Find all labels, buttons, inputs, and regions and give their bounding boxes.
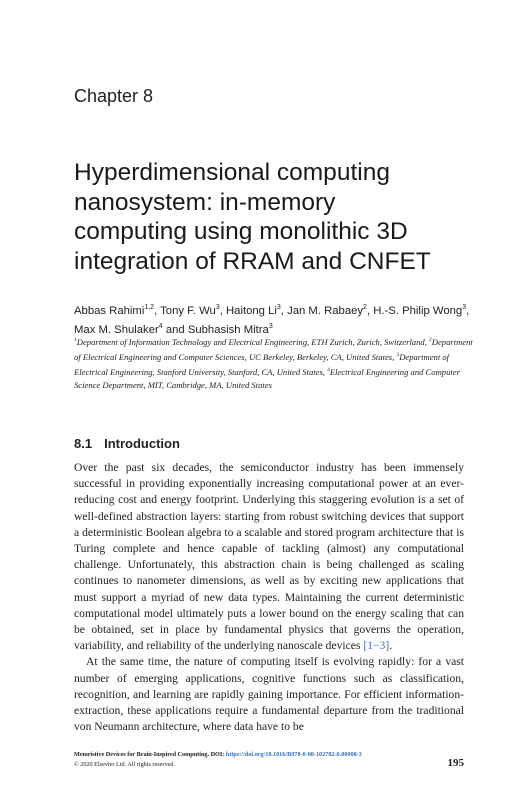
affiliation-number: 3 [396, 352, 400, 359]
author-name: Haitong Li [226, 304, 277, 317]
affiliation-number: 1 [74, 337, 77, 343]
author-list: Abbas Rahimi$^{1,2}$, Tony F. Wu$^3$, Haitong Li$^3$, Jan M. Rabaey$^2$, H.-S. Philip Wong$^3$, Max M. Shulaker$^4$ and Subhasish Mitra$^3$ [74, 304, 470, 336]
paragraph-text: At the same time, the nature of computing itself is evolving rapidly: for a vast number of emerging applications, cognitive functions such as classification, recognition, and learning are rapidly gaining importance. For efficient information-extraction, these applications require a fundamental departure from the traditional von Neumann architecture, where data have to be [74, 655, 464, 734]
source-title: Memristive Devices for Brain-Inspired Computing. [74, 751, 210, 758]
section-number: 8.1 [74, 436, 93, 451]
section-title: Introduction [104, 436, 180, 451]
author-affiliation-mark: 2 [363, 304, 367, 311]
affiliation-number: 4 [327, 367, 330, 374]
doi-link[interactable]: https://doi.org/10.1016/B978-0-08-102782-0.00008-3 [225, 751, 362, 758]
author-affiliation-mark: 1,2 [144, 304, 155, 311]
author-name: H.-S. Philip Wong [373, 304, 463, 317]
title-line: computing using monolithic 3D [74, 218, 408, 245]
affiliation-text: Electrical Engineering and Computer Science Department, MIT, Cambridge, MA, United States [74, 366, 460, 391]
author-name: Subhasish Mitra [187, 323, 269, 336]
paragraph [74, 460, 464, 654]
affiliation-text: Department of Electrical Engineering and Computer Sciences, UC Berkeley, Berkeley, CA, United States, [74, 336, 473, 362]
affiliation-list [74, 334, 474, 392]
author-name: Abbas Rahimi [74, 304, 145, 317]
author-affiliation-mark: 4 [158, 322, 163, 330]
chapter-title [74, 158, 494, 276]
paragraph [74, 654, 464, 735]
title-line: integration of RRAM and CNFET [74, 247, 431, 275]
author-conjunction: and [165, 323, 185, 336]
body-text [74, 460, 464, 735]
doi-label: DOI: [210, 751, 225, 758]
title-line: nanosystem: in-memory [74, 188, 336, 216]
paragraph-end: . [389, 639, 393, 653]
section-heading [74, 436, 180, 451]
affiliation-text: Department of Information Technology and Electrical Engineering, ETH Zurich, Zurich, Switzerland, [76, 336, 427, 347]
author-affiliation-mark: 3 [276, 304, 281, 311]
chapter-label: Chapter 8 [74, 86, 154, 106]
author-name: Jan M. Rabaey [287, 304, 364, 317]
paragraph-text: Over the past six decades, the semiconductor industry has been immensely successful in providing exponentially increasing computational power at an ever-reducing cost and energy footprint. Underlying this staggering evolution is a set of well-defined abstraction layers: starting from robust switching devices that support a deterministic Boolean algebra to a scalable and stored program architecture that is Turing complete and hence capable of tackling (almost) any computational challenge. Unfortunately, this abstraction chain is being challenged as scaling continues to nanometer dimensions, as well as by exciting new applications that must support a myriad of new data types. Maintaining the current deterministic computational model ultimately puts a lower bound on the energy scaling that can be obtained, set in place by fundamental physics that governs the operation, variability, and reliability of the underlying nanoscale devices [74, 461, 464, 653]
author-name: Max M. Shulaker [74, 323, 159, 336]
affiliation-text: Department of Electrical Engineering, Stanford University, Stanford, CA, United States, [74, 351, 450, 377]
copyright-notice: © 2020 Elsevier Ltd. All rights reserved. [74, 761, 175, 768]
affiliation-number: 2 [429, 337, 432, 343]
author-affiliation-mark: 3 [215, 304, 220, 311]
page-number: 195 [447, 757, 464, 769]
title-line: Hyperdimensional computing [74, 159, 390, 186]
footer-source [74, 750, 444, 770]
author-affiliation-mark: 3 [268, 322, 273, 330]
author-affiliation-mark: 3 [462, 304, 467, 311]
citation-link[interactable]: [1−3] [363, 639, 390, 653]
author-name: Tony F. Wu [160, 304, 216, 317]
